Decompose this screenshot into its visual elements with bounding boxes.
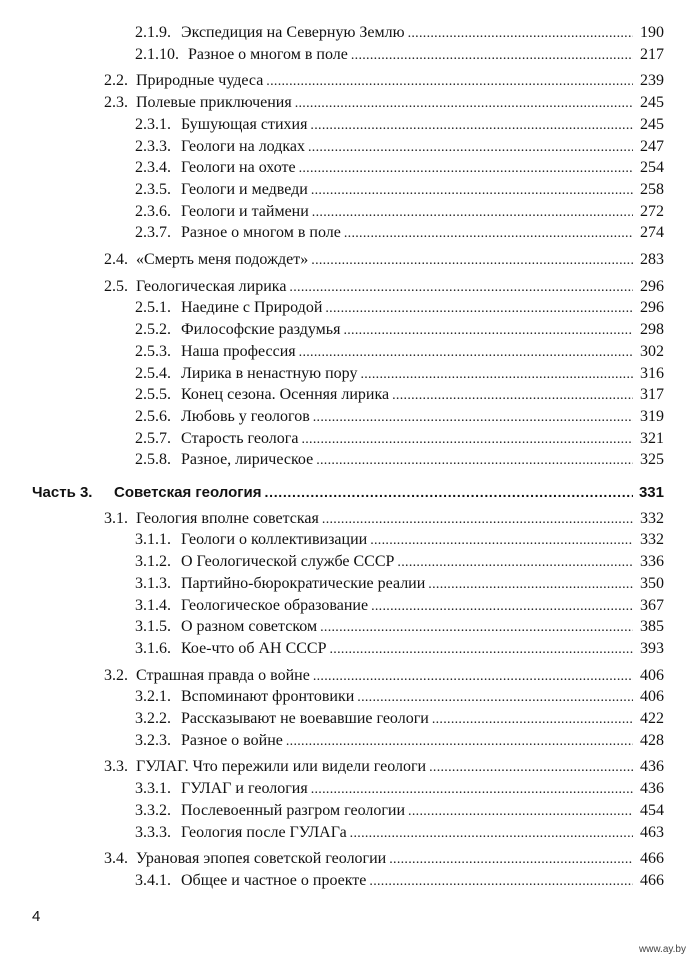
toc-subsection-entry bbox=[135, 778, 664, 800]
toc-page-number: 463 bbox=[640, 823, 664, 841]
toc-title: Лирика в ненастную пору bbox=[181, 364, 358, 382]
toc-title: ГУЛАГ. Что пережили или видели геологи bbox=[136, 758, 427, 776]
dot-leader bbox=[370, 530, 633, 552]
toc-subsection-entry bbox=[135, 595, 664, 617]
toc-page-number: 385 bbox=[640, 618, 664, 636]
dot-leader bbox=[313, 407, 633, 429]
dot-leader bbox=[286, 731, 633, 753]
toc-number: 2.1.9. bbox=[135, 24, 171, 41]
dot-leader bbox=[397, 552, 633, 574]
toc-page-number: 422 bbox=[640, 710, 664, 727]
toc-title: Разное, лирическое bbox=[181, 451, 314, 469]
toc-page-number: 319 bbox=[640, 407, 664, 425]
toc-number: 3.1.3. bbox=[135, 574, 171, 592]
toc-subsection-entry bbox=[135, 616, 664, 638]
toc-title: Геология вполне советская bbox=[136, 509, 319, 527]
toc-number: 2.3.6. bbox=[135, 202, 171, 220]
dot-leader bbox=[301, 429, 633, 451]
toc-title: Старость геолога bbox=[181, 429, 299, 447]
dot-leader bbox=[325, 298, 633, 320]
toc-page-number: 332 bbox=[640, 531, 664, 549]
dot-leader bbox=[429, 757, 633, 779]
toc-number: 2.5. bbox=[104, 277, 128, 295]
toc-title: ГУЛАГ и геология bbox=[181, 780, 308, 798]
toc-number: 2.5.4. bbox=[135, 364, 171, 382]
toc-number: 3.2.3. bbox=[135, 731, 171, 749]
toc-title: Общее и частное о проекте bbox=[181, 871, 367, 889]
watermark: www.ay.by bbox=[638, 944, 686, 955]
toc-number: 3.4. bbox=[104, 850, 128, 868]
toc-number: 2.2. bbox=[104, 72, 128, 90]
toc-title: Природные чудеса bbox=[136, 72, 264, 90]
dot-leader bbox=[432, 709, 633, 731]
toc-page-number: 254 bbox=[640, 159, 664, 177]
toc-subsection-entry bbox=[135, 157, 664, 179]
toc-subsection-entry bbox=[135, 201, 664, 223]
dot-leader bbox=[408, 801, 633, 823]
toc-page-number: 428 bbox=[640, 731, 664, 749]
toc-title: Наедине с Природой bbox=[181, 299, 323, 317]
toc-number: 3.1.6. bbox=[135, 639, 171, 657]
toc-number: 3.1.2. bbox=[135, 553, 171, 571]
dot-leader bbox=[408, 23, 633, 45]
page-number: 4 bbox=[32, 908, 41, 925]
toc-page-number: 331 bbox=[638, 484, 664, 501]
toc-page-number: 406 bbox=[640, 688, 664, 706]
toc-number: 2.5.8. bbox=[135, 451, 171, 469]
dot-leader bbox=[360, 364, 633, 386]
toc-subsection-entry bbox=[135, 822, 664, 844]
dot-leader bbox=[312, 202, 633, 224]
toc-number: 3.2. bbox=[104, 666, 128, 684]
toc-page-number: 393 bbox=[640, 639, 664, 657]
dot-leader bbox=[289, 277, 633, 299]
dot-leader bbox=[313, 666, 633, 688]
toc-number: 2.3.1. bbox=[135, 115, 171, 133]
toc-number: 2.5.1. bbox=[135, 299, 171, 317]
toc-title: Геология после ГУЛАГа bbox=[181, 823, 347, 841]
toc-number: 2.3.4. bbox=[135, 159, 171, 177]
toc-subsection-entry bbox=[135, 384, 664, 406]
toc-page-number: 239 bbox=[640, 72, 664, 90]
toc-title: Наша профессия bbox=[181, 342, 296, 360]
toc-page-number: 436 bbox=[640, 758, 664, 776]
toc-section-entry bbox=[104, 70, 664, 92]
toc-page-number: 258 bbox=[640, 180, 664, 198]
toc-number: 2.5.7. bbox=[135, 429, 171, 447]
toc-page-number: 454 bbox=[640, 801, 664, 819]
toc-title: О разном советском bbox=[181, 618, 318, 636]
toc-title: Геологи на лодках bbox=[181, 137, 305, 155]
toc-page-number: 296 bbox=[640, 277, 664, 295]
toc-subsection-entry bbox=[135, 449, 664, 471]
dot-leader bbox=[392, 385, 633, 407]
toc-title: Любовь у геологов bbox=[181, 407, 310, 425]
toc-section-entry bbox=[104, 249, 664, 271]
toc-number: 3.2.1. bbox=[135, 688, 171, 706]
toc-page-number: 245 bbox=[640, 115, 664, 133]
toc-title: Партийно-бюрократические реалии bbox=[181, 574, 426, 592]
toc-page-number: 190 bbox=[640, 24, 664, 41]
toc-title: Разное о многом в поле bbox=[188, 45, 348, 63]
toc-number: 3.1.1. bbox=[135, 531, 171, 549]
toc-page-number: 296 bbox=[640, 299, 664, 317]
toc-section-entry bbox=[104, 665, 664, 687]
toc-subsection-entry bbox=[135, 551, 664, 573]
toc-number: 3.3. bbox=[104, 758, 128, 776]
toc-title: Экспедиция на Северную Землю bbox=[181, 24, 405, 41]
toc-part-entry bbox=[32, 481, 664, 503]
toc-title: Геологическое образование bbox=[181, 596, 369, 614]
toc-subsection-entry bbox=[135, 136, 664, 158]
toc-title: Урановая эпопея советской геологии bbox=[136, 850, 387, 868]
dot-leader bbox=[343, 320, 633, 342]
toc-subsection-entry bbox=[135, 686, 664, 708]
toc-title: Кое-что об АН СССР bbox=[181, 639, 327, 657]
toc-title: «Смерть меня подождет» bbox=[136, 251, 309, 268]
toc-page-number: 436 bbox=[640, 780, 664, 798]
dot-leader bbox=[311, 180, 633, 202]
toc-section-entry bbox=[104, 508, 664, 530]
toc-number: Часть 3. bbox=[32, 484, 93, 501]
toc-page-number: 217 bbox=[640, 45, 664, 63]
toc-title: Разное о многом в поле bbox=[181, 224, 341, 242]
toc-number: 2.3.3. bbox=[135, 137, 171, 155]
dot-leader bbox=[357, 687, 633, 709]
toc-number: 2.3.7. bbox=[135, 224, 171, 242]
toc-subsection-entry bbox=[135, 297, 664, 319]
dot-leader bbox=[344, 223, 633, 245]
toc-page-number: 321 bbox=[640, 429, 664, 447]
toc-page-number: 283 bbox=[640, 251, 664, 268]
toc-page-number: 367 bbox=[640, 596, 664, 614]
toc-number: 2.5.3. bbox=[135, 342, 171, 360]
dot-leader bbox=[350, 823, 633, 845]
toc-title: Геологическая лирика bbox=[136, 277, 287, 295]
toc-subsection-entry bbox=[135, 363, 664, 385]
toc-subsection-entry bbox=[135, 222, 664, 244]
toc-page-number: 332 bbox=[640, 509, 664, 527]
toc-page-number: 302 bbox=[640, 342, 664, 360]
dot-leader bbox=[330, 639, 634, 661]
toc-subsection-entry bbox=[135, 341, 664, 363]
toc-page-number: 272 bbox=[640, 202, 664, 220]
toc-page-number: 317 bbox=[640, 386, 664, 404]
toc-section-entry bbox=[104, 848, 664, 870]
toc-number: 3.3.2. bbox=[135, 801, 171, 819]
toc-subsection-entry bbox=[135, 638, 664, 660]
toc-title: Послевоенный разгром геологии bbox=[181, 801, 406, 819]
toc-title: Страшная правда о войне bbox=[136, 666, 310, 684]
toc-page-number: 298 bbox=[640, 321, 664, 339]
toc-subsection-entry bbox=[135, 44, 664, 66]
dot-leader bbox=[299, 158, 633, 180]
toc-number: 2.5.5. bbox=[135, 386, 171, 404]
toc-subsection-entry bbox=[135, 529, 664, 551]
toc-title: Разное о войне bbox=[181, 731, 283, 749]
toc-subsection-entry bbox=[135, 22, 664, 44]
toc-subsection-entry bbox=[135, 179, 664, 201]
toc-title: Философские раздумья bbox=[181, 321, 341, 339]
dot-leader bbox=[308, 137, 633, 159]
toc-number: 2.4. bbox=[104, 251, 128, 268]
toc-subsection-entry bbox=[135, 319, 664, 341]
toc-number: 3.3.3. bbox=[135, 823, 171, 841]
toc-number: 3.1.4. bbox=[135, 596, 171, 614]
toc-number: 2.1.10. bbox=[135, 45, 179, 63]
toc-title: Геологи о коллективизации bbox=[181, 531, 368, 549]
toc-section-entry bbox=[104, 276, 664, 298]
dot-leader bbox=[320, 617, 633, 639]
dot-leader bbox=[266, 71, 633, 93]
toc-page-number: 274 bbox=[640, 224, 664, 242]
dot-leader bbox=[428, 574, 633, 596]
toc-page-number: 350 bbox=[640, 574, 664, 592]
toc-subsection-entry bbox=[135, 114, 664, 136]
toc-page-number: 247 bbox=[640, 137, 664, 155]
toc-number: 2.3. bbox=[104, 94, 128, 112]
dot-leader bbox=[322, 509, 633, 531]
toc-title: Конец сезона. Осенняя лирика bbox=[181, 386, 390, 404]
toc-subsection-entry bbox=[135, 870, 664, 892]
toc-title: Геологи и таймени bbox=[181, 202, 309, 220]
dot-leader bbox=[295, 93, 633, 115]
dot-leader bbox=[371, 596, 633, 618]
toc-number: 2.5.6. bbox=[135, 407, 171, 425]
toc-subsection-entry bbox=[135, 730, 664, 752]
toc-section-entry bbox=[104, 756, 664, 778]
dot-leader bbox=[310, 115, 633, 137]
dot-leader bbox=[389, 849, 633, 871]
dot-leader bbox=[299, 342, 633, 364]
toc-title: Рассказывают не воевавшие геологи bbox=[181, 710, 429, 727]
toc-title: Вспоминают фронтовики bbox=[181, 688, 355, 706]
dot-leader bbox=[369, 871, 633, 893]
toc-title: Советская геология bbox=[114, 484, 262, 501]
toc-page-number: 466 bbox=[640, 850, 664, 868]
dot-leader bbox=[311, 250, 633, 272]
toc-title: Геологи на охоте bbox=[181, 159, 296, 177]
dot-leader bbox=[351, 45, 633, 67]
toc-title: Бушующая стихия bbox=[181, 115, 308, 133]
toc-page-number: 336 bbox=[640, 553, 664, 571]
toc-number: 3.1. bbox=[104, 509, 128, 527]
toc-page-number: 245 bbox=[640, 94, 664, 112]
toc-number: 3.3.1. bbox=[135, 780, 171, 798]
dot-leader bbox=[311, 779, 633, 801]
toc-subsection-entry bbox=[135, 573, 664, 595]
toc-title: О Геологической службе СССР bbox=[181, 553, 395, 571]
toc-title: Геологи и медведи bbox=[181, 180, 308, 198]
toc-number: 2.5.2. bbox=[135, 321, 171, 339]
toc-number: 3.2.2. bbox=[135, 710, 171, 727]
toc-number: 2.3.5. bbox=[135, 180, 171, 198]
toc-page-number: 406 bbox=[640, 666, 664, 684]
toc-page-number: 466 bbox=[640, 871, 664, 889]
toc-subsection-entry bbox=[135, 708, 664, 730]
toc-title: Полевые приключения bbox=[136, 94, 292, 112]
dot-leader bbox=[316, 450, 633, 472]
toc-page-number: 325 bbox=[640, 451, 664, 469]
dot-leader bbox=[265, 481, 633, 503]
toc-subsection-entry bbox=[135, 800, 664, 822]
toc-subsection-entry bbox=[135, 428, 664, 450]
toc-number: 3.4.1. bbox=[135, 871, 171, 889]
toc-subsection-entry bbox=[135, 406, 664, 428]
toc-page-number: 316 bbox=[640, 364, 664, 382]
toc-section-entry bbox=[104, 92, 664, 114]
toc-number: 3.1.5. bbox=[135, 618, 171, 636]
